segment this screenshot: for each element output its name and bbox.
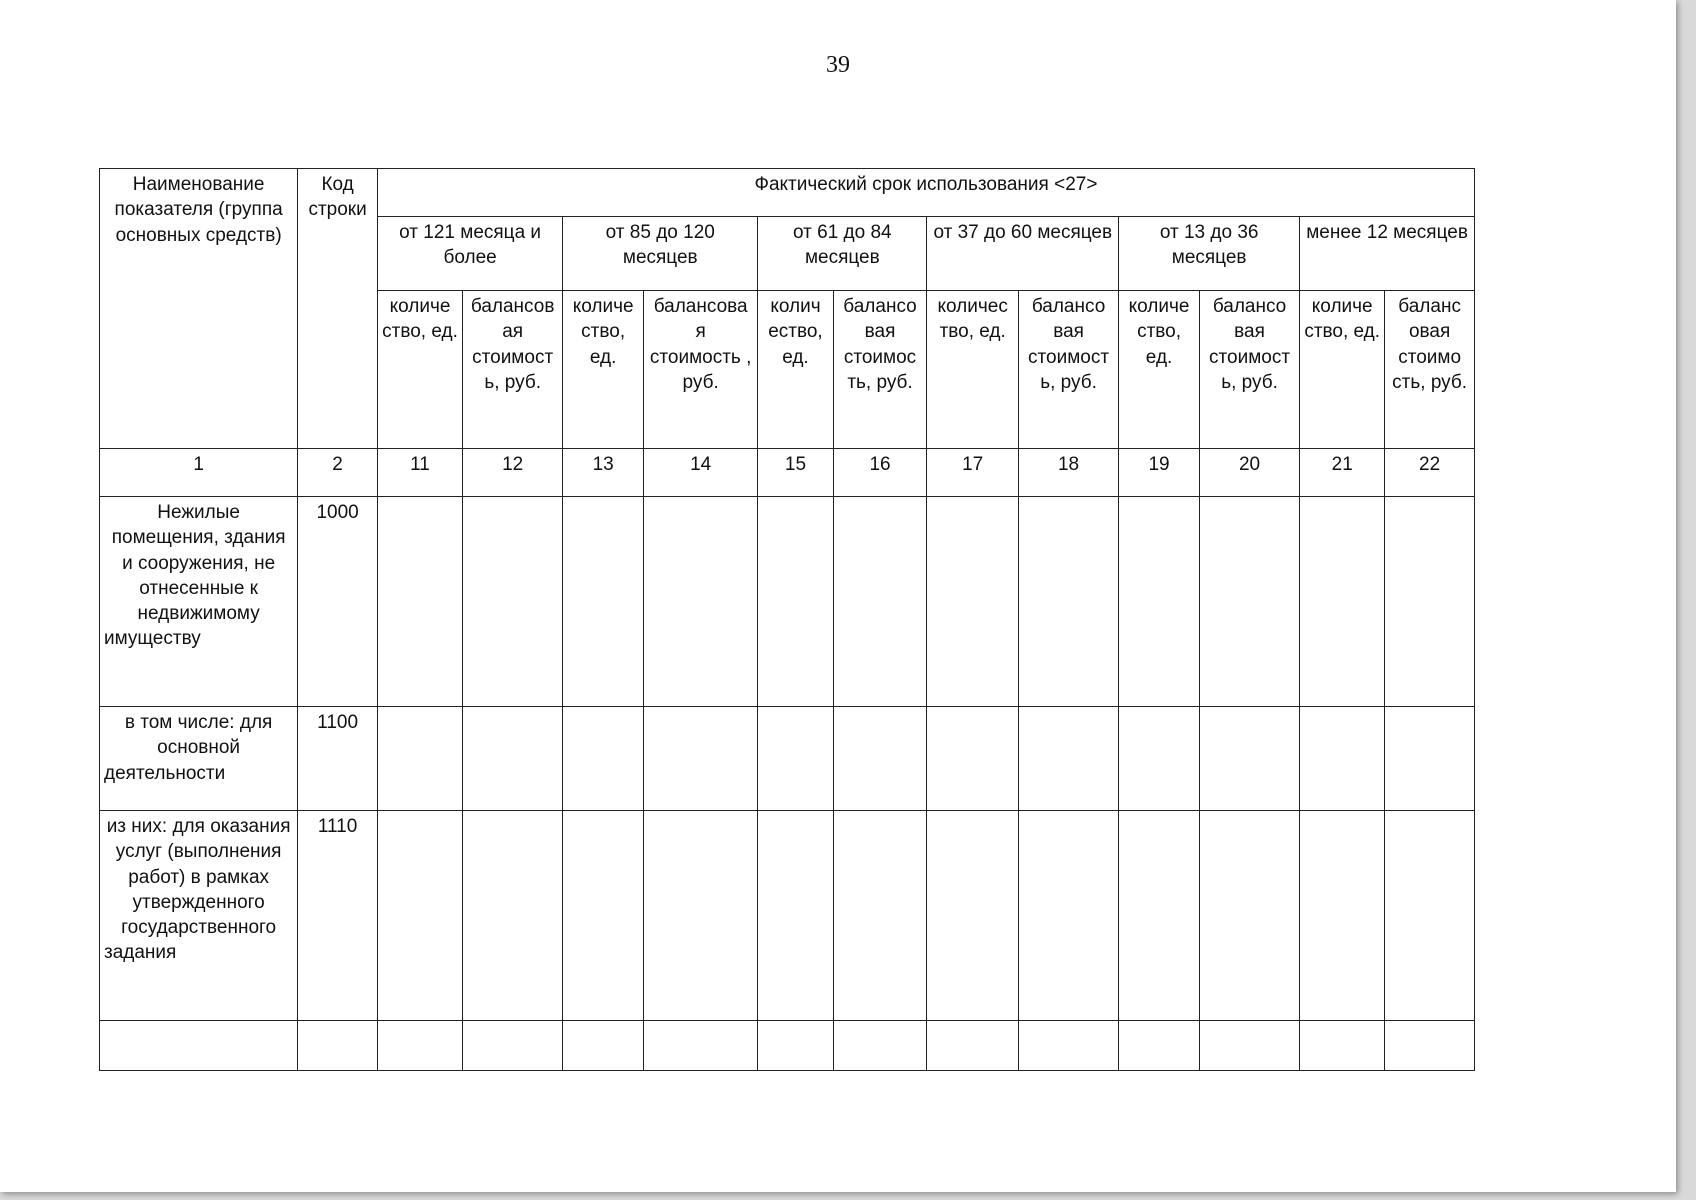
data-cell <box>1385 497 1475 707</box>
data-cell <box>377 1021 462 1071</box>
header-period: от 13 до 36 месяцев <box>1119 217 1300 291</box>
header-book-value: балансов ая стоимост ь, руб. <box>463 291 563 449</box>
row-code: 1100 <box>298 707 378 811</box>
data-cell <box>644 811 758 1021</box>
header-quantity: количе ство, ед. <box>1119 291 1200 449</box>
data-cell <box>833 811 927 1021</box>
header-period: от 85 до 120 месяцев <box>563 217 758 291</box>
data-cell <box>927 811 1019 1021</box>
data-cell <box>758 707 833 811</box>
data-cell <box>463 1021 563 1071</box>
column-number: 20 <box>1199 449 1299 497</box>
table-row <box>100 497 1475 707</box>
data-cell <box>758 811 833 1021</box>
header-row-code: Код строки <box>298 169 378 449</box>
header-book-value: балансо вая стоимос ть, руб. <box>833 291 927 449</box>
data-cell <box>1300 811 1385 1021</box>
data-cell <box>377 707 462 811</box>
data-cell <box>377 497 462 707</box>
data-cell <box>1385 1021 1475 1071</box>
data-cell <box>1119 811 1200 1021</box>
data-cell <box>927 1021 1019 1071</box>
column-number: 22 <box>1385 449 1475 497</box>
data-cell <box>100 1021 298 1071</box>
data-cell <box>563 1021 644 1071</box>
header-period: менее 12 месяцев <box>1300 217 1475 291</box>
data-cell <box>833 1021 927 1071</box>
data-cell <box>1300 497 1385 707</box>
column-number: 12 <box>463 449 563 497</box>
data-cell <box>1385 811 1475 1021</box>
data-cell <box>1018 707 1118 811</box>
header-book-value: балансо вая стоимост ь, руб. <box>1018 291 1118 449</box>
column-number: 15 <box>758 449 833 497</box>
table-row <box>100 707 1475 811</box>
data-cell <box>1018 811 1118 1021</box>
data-cell <box>563 707 644 811</box>
header-period: от 121 месяца и более <box>377 217 562 291</box>
header-quantity: количес тво, ед. <box>927 291 1019 449</box>
data-cell <box>644 1021 758 1071</box>
header-quantity: количе ство, ед. <box>377 291 462 449</box>
header-quantity: количе ство, ед. <box>1300 291 1385 449</box>
data-cell <box>1119 497 1200 707</box>
column-number: 19 <box>1119 449 1200 497</box>
data-cell <box>463 811 563 1021</box>
column-number: 14 <box>644 449 758 497</box>
column-numbers-row <box>100 449 1475 497</box>
data-cell <box>758 1021 833 1071</box>
row-name: из них: для оказания услуг (выполнения работ) в рамках утвержденного государственного задания <box>100 811 298 1021</box>
column-number: 13 <box>563 449 644 497</box>
data-cell <box>1199 707 1299 811</box>
empty-row <box>100 1021 1475 1071</box>
data-cell <box>644 707 758 811</box>
data-cell <box>833 497 927 707</box>
data-cell <box>463 707 563 811</box>
row-name: Нежилые помещения, здания и сооружения, не отнесенные к недвижимому имуществу <box>100 497 298 707</box>
page-number: 39 <box>826 52 850 78</box>
column-number: 18 <box>1018 449 1118 497</box>
row-name: в том числе: для основной деятельности <box>100 707 298 811</box>
header-period: от 37 до 60 месяцев <box>927 217 1119 291</box>
data-cell <box>298 1021 378 1071</box>
data-cell <box>927 497 1019 707</box>
table-row <box>100 811 1475 1021</box>
data-cell <box>1199 497 1299 707</box>
column-number: 11 <box>377 449 462 497</box>
header-quantity: колич ество, ед. <box>758 291 833 449</box>
header-actual-usage-period: Фактический срок использования <27> <box>377 169 1474 217</box>
data-cell <box>1199 811 1299 1021</box>
header-book-value: балансо вая стоимост ь, руб. <box>1199 291 1299 449</box>
column-number: 2 <box>298 449 378 497</box>
header-book-value: балансова я стоимость , руб. <box>644 291 758 449</box>
data-cell <box>644 497 758 707</box>
data-cell <box>1199 1021 1299 1071</box>
data-cell <box>758 497 833 707</box>
data-cell <box>1018 1021 1118 1071</box>
data-cell <box>1119 707 1200 811</box>
data-cell <box>1018 497 1118 707</box>
header-row-1 <box>100 169 1475 217</box>
column-number: 21 <box>1300 449 1385 497</box>
column-number: 16 <box>833 449 927 497</box>
header-period: от 61 до 84 месяцев <box>758 217 927 291</box>
data-cell <box>563 811 644 1021</box>
column-number: 17 <box>927 449 1019 497</box>
column-number: 1 <box>100 449 298 497</box>
data-cell <box>463 497 563 707</box>
row-code: 1110 <box>298 811 378 1021</box>
row-code: 1000 <box>298 497 378 707</box>
data-cell <box>563 497 644 707</box>
data-cell <box>1300 707 1385 811</box>
data-cell <box>1385 707 1475 811</box>
header-book-value: баланс овая стоимо сть, руб. <box>1385 291 1475 449</box>
data-cell <box>927 707 1019 811</box>
data-cell <box>1300 1021 1385 1071</box>
data-cell <box>1119 1021 1200 1071</box>
data-cell <box>833 707 927 811</box>
data-cell <box>377 811 462 1021</box>
fixed-assets-table <box>99 168 1475 1071</box>
header-quantity: количе ство, ед. <box>563 291 644 449</box>
header-indicator-name: Наименование показателя (группа основных средств) <box>100 169 298 449</box>
